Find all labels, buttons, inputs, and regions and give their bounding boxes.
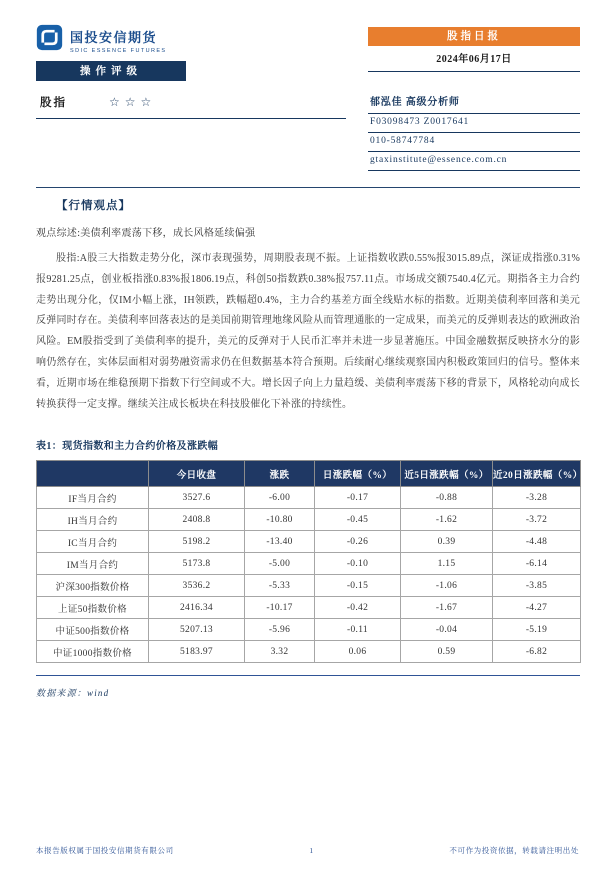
cell-label: 中证500指数价格 — [37, 619, 149, 641]
cell-daypct: -0.45 — [315, 509, 401, 531]
cell-5dpct: -1.67 — [401, 597, 493, 619]
cell-label: 上证50指数价格 — [37, 597, 149, 619]
cell-5dpct: -1.62 — [401, 509, 493, 531]
cell-label: IM当月合约 — [37, 553, 149, 575]
table-row — [37, 597, 581, 619]
cell-20dpct: -4.27 — [493, 597, 581, 619]
section-title: 【行情观点】 — [56, 200, 131, 212]
instrument-rating-row — [36, 94, 346, 119]
company-logo — [36, 24, 166, 56]
company-name-en: SDIC ESSENCE FUTURES — [70, 47, 167, 54]
cell-20dpct: -5.19 — [493, 619, 581, 641]
cell-5dpct: -0.88 — [401, 487, 493, 509]
report-date: 2024年06月17日 — [368, 50, 580, 72]
viewpoint-summary: 观点综述:美债利率震荡下移，成长风格延续偏强 — [36, 228, 256, 239]
cell-daypct: -0.10 — [315, 553, 401, 575]
cell-close: 5207.13 — [149, 619, 245, 641]
cell-20dpct: -4.48 — [493, 531, 581, 553]
cell-close: 5198.2 — [149, 531, 245, 553]
company-name: 国投安信期货 — [70, 29, 158, 45]
table-row — [37, 641, 581, 663]
header-cell-close: 今日收盘 — [149, 461, 245, 487]
rating-stars: ☆☆☆ — [109, 95, 157, 109]
cell-daypct: -0.42 — [315, 597, 401, 619]
cell-change: -10.17 — [245, 597, 315, 619]
analyst-phone: 010-58747784 — [368, 133, 580, 152]
cell-close: 5183.97 — [149, 641, 245, 663]
price-table — [36, 460, 581, 663]
cell-label: 沪深300指数价格 — [37, 575, 149, 597]
cell-close: 2416.34 — [149, 597, 245, 619]
cell-change: -13.40 — [245, 531, 315, 553]
cell-daypct: -0.17 — [315, 487, 401, 509]
cell-5dpct: -0.04 — [401, 619, 493, 641]
cell-close: 2408.8 — [149, 509, 245, 531]
footer-disclaimer: 不可作为投资依据，转载请注明出处 — [449, 846, 579, 855]
cell-5dpct: 1.15 — [401, 553, 493, 575]
cell-change: -5.96 — [245, 619, 315, 641]
cell-20dpct: -6.14 — [493, 553, 581, 575]
table-row — [37, 531, 581, 553]
header-cell-change: 涨跌 — [245, 461, 315, 487]
report-type-badge: 股指日报 — [368, 27, 580, 46]
cell-daypct: 0.06 — [315, 641, 401, 663]
table-row — [37, 575, 581, 597]
cell-close: 3536.2 — [149, 575, 245, 597]
cell-change: -5.00 — [245, 553, 315, 575]
table-row — [37, 487, 581, 509]
company-logo-icon — [36, 24, 63, 56]
header-divider — [36, 187, 580, 188]
header-cell-label — [37, 461, 149, 487]
cell-daypct: -0.26 — [315, 531, 401, 553]
analyst-name: 郁泓佳 高级分析师 — [368, 90, 580, 114]
instrument-label: 股指 — [40, 97, 67, 109]
table-title: 表1：现货指数和主力合约价格及涨跌幅 — [36, 441, 219, 453]
table-row — [37, 553, 581, 575]
cell-5dpct: 0.59 — [401, 641, 493, 663]
rating-section-badge: 操作评级 — [36, 61, 186, 81]
page-footer — [36, 845, 579, 856]
analyst-email-link[interactable]: gtaxinstitute@essence.com.cn — [368, 152, 580, 171]
cell-5dpct: -1.06 — [401, 575, 493, 597]
header-cell-5dpct: 近5日涨跌幅（%） — [401, 461, 493, 487]
cell-daypct: -0.11 — [315, 619, 401, 641]
cell-close: 5173.8 — [149, 553, 245, 575]
cell-5dpct: 0.39 — [401, 531, 493, 553]
cell-label: IF当月合约 — [37, 487, 149, 509]
footer-page-number: 1 — [309, 846, 314, 855]
report-body — [36, 197, 583, 701]
table-row — [37, 619, 581, 641]
cell-close: 3527.6 — [149, 487, 245, 509]
header-cell-daypct: 日涨跌幅（%） — [315, 461, 401, 487]
analyst-codes: F03098473 Z0017641 — [368, 114, 580, 133]
cell-daypct: -0.15 — [315, 575, 401, 597]
cell-change: -5.33 — [245, 575, 315, 597]
cell-change: 3.32 — [245, 641, 315, 663]
table-row — [37, 509, 581, 531]
cell-label: IC当月合约 — [37, 531, 149, 553]
cell-label: 中证1000指数价格 — [37, 641, 149, 663]
cell-label: IH当月合约 — [37, 509, 149, 531]
analysis-paragraph: 股指:A股三大指数走势分化，深市表现强势，周期股表现不振。上证指数收跌0.55%报3015.89点，深证成指涨0.31%报9281.25点，创业板指涨0.83%报1806.19点，科创50指数跌0.38%报757.11点。市场成交额7540.4亿元。期指各主力合约走势出现分化，仅IM小幅上涨，IH领跌，跌幅超0.4%，主力合约基差方面全线贴水标的指数。近期美债利率回落和美元反弹同时存在。美债利率回落表达的是美国前期管理地缘风险从而管理通胀的一定成果，而美元的反弹则表达的欧洲政治风险。EM股指受到了美债利率的提升，美元的反弹对于人民币汇率并未进一步显著施压。中国金融数据反映挤水分的影响仍然存在，实体层面相对弱势融资需求仍在但数据基本符合预期。后续耐心继续观察国内积极政策回归的信号。整体来看，近期市场在维稳预期下指数下行空间或不大。增长因子向上力量趋缓、美债利率震荡下移的背景下，风格轮动向成长转换获得一定支撑。继续关注成长板块在科技股催化下补涨的持续性。 — [36, 253, 580, 410]
cell-20dpct: -6.82 — [493, 641, 581, 663]
cell-change: -10.80 — [245, 509, 315, 531]
cell-20dpct: -3.28 — [493, 487, 581, 509]
data-source-note: 数据来源：wind — [36, 688, 110, 699]
cell-change: -6.00 — [245, 487, 315, 509]
table-header-row — [37, 461, 581, 487]
header-cell-20dpct: 近20日涨跌幅（%） — [493, 461, 581, 487]
data-source-row — [36, 675, 580, 701]
cell-20dpct: -3.85 — [493, 575, 581, 597]
footer-copyright: 本报告版权属于国投安信期货有限公司 — [36, 846, 174, 855]
analyst-block — [368, 90, 580, 171]
cell-20dpct: -3.72 — [493, 509, 581, 531]
